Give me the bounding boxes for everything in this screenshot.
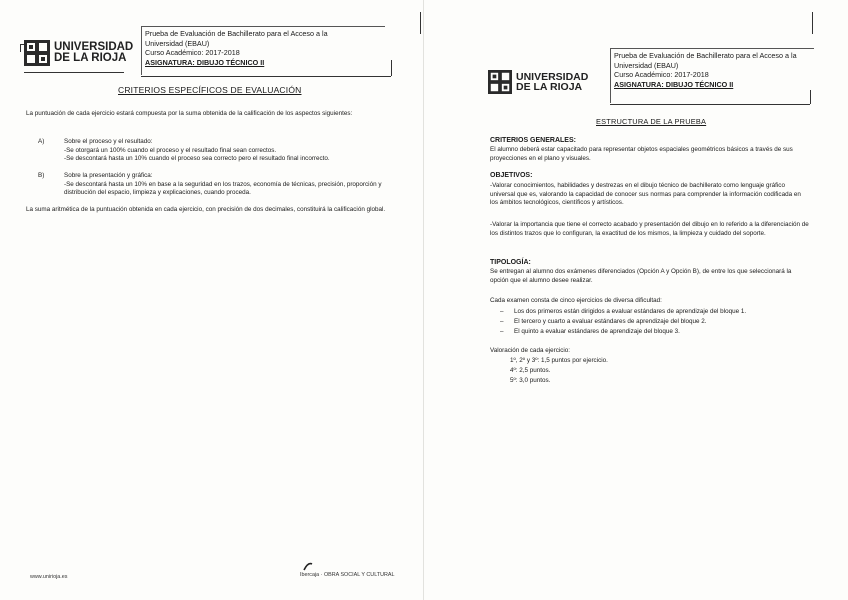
subject: ASIGNATURA: DIBUJO TÉCNICO II <box>614 80 734 90</box>
item-a-line: -Se descontará hasta un 10% cuando el proceso sea correcto pero el resultado final incorrecto. <box>64 155 330 163</box>
exam-name: Prueba de Evaluación de Bachillerato para el Acceso a la Universidad (EBAU) <box>614 51 797 70</box>
university-name-line1: UNIVERSIDAD <box>54 40 134 53</box>
sponsor-name: Ibercaja · OBRA SOCIAL Y CULTURAL <box>300 572 395 578</box>
criteria-closing: La suma aritmética de la puntuación obtenida en cada ejercicio, con precisión de dos decimales, constituirá la calificación global. <box>26 206 386 213</box>
bullet-dash: – <box>500 318 504 325</box>
corner-mark <box>391 60 392 76</box>
sponsor-logo <box>300 560 394 578</box>
typology-text: Se entregan al alumno dos exámenes diferenciados (Opción A y Opción B), de entre los que seleccionará la opción que el alumno desee realizar. <box>490 268 792 284</box>
typology-heading: TIPOLOGÍA: <box>490 259 531 266</box>
header-rule <box>141 76 391 77</box>
exercise-bullet: El tercero y cuarto a evaluar estándares de aprendizaje del bloque 2. <box>514 318 707 325</box>
exam-header <box>610 48 814 103</box>
general-criteria-heading: CRITERIOS GENERALES: <box>490 137 576 144</box>
subject: ASIGNATURA: DIBUJO TÉCNICO II <box>145 58 265 68</box>
university-crest-icon <box>24 40 50 66</box>
objectives-text-2: -Valorar la importancia que tiene el correcto acabado y presentación del dibujo en lo referido a la diferenciación de los distintos trazos que lo configuran, la exactitud de los mismos, la limpieza y cuidado del soporte. <box>490 221 809 237</box>
university-name <box>516 72 588 93</box>
university-name <box>54 42 133 65</box>
right-page <box>424 0 848 600</box>
corner-mark <box>812 12 813 34</box>
valuation-line: 1º, 2º y 3º: 1,5 puntos por ejercicio. <box>510 357 608 364</box>
item-b-heading: Sobre la presentación y gráfica: <box>64 172 153 179</box>
academic-year: Curso Académico: 2017-2018 <box>614 70 709 80</box>
criteria-title: CRITERIOS ESPECÍFICOS DE EVALUACIÓN <box>118 85 302 95</box>
corner-mark <box>20 44 21 52</box>
item-b-line: -Se descontará hasta un 10% en base a la seguridad en los trazos, economía de técnicas, precisión, proporción y distribución del espacio, limpieza y explicaciones, cuando proceda. <box>64 180 382 197</box>
university-name-line1: UNIVERSIDAD <box>516 70 589 83</box>
corner-mark <box>420 12 421 34</box>
bullet-dash: – <box>500 328 504 335</box>
item-a-heading: Sobre el proceso y el resultado: <box>64 138 153 145</box>
item-b <box>64 172 384 198</box>
academic-year: Curso Académico: 2017-2018 <box>145 48 240 58</box>
criteria-intro: La puntuación de cada ejercicio estará compuesta por la suma obtenida de la calificación de los aspectos siguientes: <box>26 110 353 117</box>
general-criteria-text: El alumno deberá estar capacitado para representar objetos espaciales geométricos básicos a través de sus proyecciones en el plano y visuales. <box>490 146 793 162</box>
exercise-bullet: Los dos primeros están dirigidos a evaluar estándares de aprendizaje del bloque 1. <box>514 308 747 315</box>
exercises-intro: Cada examen consta de cinco ejercicios de diversa dificultad: <box>490 297 662 304</box>
exam-name: Prueba de Evaluación de Bachillerato para el Acceso a la Universidad (EBAU) <box>145 29 328 48</box>
logo-rule <box>24 72 124 73</box>
exam-header <box>141 26 385 75</box>
objectives-text-1: -Valorar conocimientos, habilidades y destrezas en el dibujo técnico de bachillerato como lenguaje gráfico universal que es, valorando la capacidad de conocer sus normas para comprender la información codificada en los ámbitos tecnológicos, científicos y artísticos. <box>490 182 801 207</box>
university-logo <box>488 70 588 94</box>
university-logo <box>24 40 133 66</box>
sponsor-mark-icon <box>302 560 314 572</box>
header-rule <box>610 104 810 105</box>
item-label-b: B) <box>38 172 45 179</box>
exercise-bullet: El quinto a evaluar estándares de aprendizaje del bloque 3. <box>514 328 680 335</box>
valuation-line: 4º: 2,5 puntos. <box>510 367 551 374</box>
bullet-dash: – <box>500 308 504 315</box>
item-label-a: A) <box>38 138 45 145</box>
university-name-line2: DE LA RIOJA <box>516 81 583 93</box>
footer-website: www.unirioja.es <box>30 574 68 580</box>
university-name-line2: DE LA RIOJA <box>54 52 127 64</box>
corner-mark <box>810 90 811 104</box>
item-a <box>64 138 384 164</box>
valuation-line: 5º: 3,0 puntos. <box>510 377 551 384</box>
university-crest-icon <box>488 70 512 94</box>
structure-title: ESTRUCTURA DE LA PRUEBA <box>596 117 707 126</box>
objectives-heading: OBJETIVOS: <box>490 172 533 179</box>
valuation-intro: Valoración de cada ejercicio: <box>490 347 571 354</box>
item-a-line: -Se otorgará un 100% cuando el proceso y el resultado final sean correctos. <box>64 146 277 154</box>
